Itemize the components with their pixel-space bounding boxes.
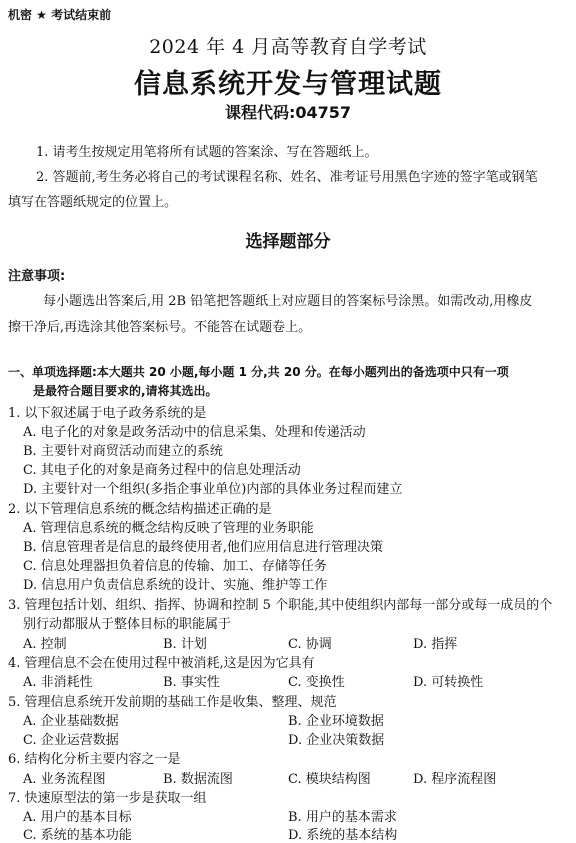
instruction-2-line1: 2. 答题前,考生务必将自己的考试课程名称、姓名、准考证号用黑色字迹的签字笔或钢笔 — [36, 170, 538, 185]
notes-line1: 每小题选出答案后,用 2B 铅笔把答题纸上对应题目的答案标号涂黑。如需改动,用橡皮 — [43, 294, 533, 309]
course-code: 课程代码:04757 — [224, 103, 352, 122]
question-2-stem: 2. 以下管理信息系统的概念结构描述正确的是 — [8, 502, 272, 517]
question-1-option-b: B. 主要针对商贸活动而建立的系统 — [23, 444, 223, 459]
exam-subject-title: 信息系统开发与管理试题 — [134, 69, 442, 100]
question-3-option-b: B. 计划 — [163, 637, 207, 652]
question-4-stem: 4. 管理信息不会在使用过程中被消耗,这是因为它具有 — [8, 656, 315, 671]
exam-session: 2024 年 4 月高等教育自学考试 — [149, 36, 427, 58]
instruction-1: 1. 请考生按规定用笔将所有试题的答案涂、写在答题纸上。 — [36, 145, 378, 160]
question-3-stem-line1: 3. 管理包括计划、组织、指挥、协调和控制 5 个职能,其中使组织内部每一部分或每一成员的个 — [8, 598, 553, 613]
question-7-option-a: A. 用户的基本目标 — [23, 810, 132, 825]
question-4-option-a: A. 非消耗性 — [23, 675, 93, 690]
question-6-option-b: B. 数据流图 — [163, 772, 233, 787]
question-4-option-c: C. 变换性 — [288, 675, 345, 690]
question-6-option-c: C. 模块结构图 — [288, 772, 371, 787]
question-3-option-c: C. 协调 — [288, 637, 332, 652]
notes-heading: 注意事项: — [8, 269, 66, 284]
question-4-option-b: B. 事实性 — [163, 675, 220, 690]
question-6-option-a: A. 业务流程图 — [23, 772, 106, 787]
question-5-option-a: A. 企业基础数据 — [23, 714, 119, 729]
part1-heading-line1: 一、单项选择题:本大题共 20 小题,每小题 1 分,共 20 分。在每小题列出的备选项中只有一项 — [8, 365, 509, 379]
question-5-stem: 5. 管理信息系统开发前期的基础工作是收集、整理、规范 — [8, 695, 337, 710]
question-1-option-c: C. 其电子化的对象是商务过程中的信息处理活动 — [23, 463, 301, 478]
section-title: 选择题部分 — [245, 232, 331, 252]
question-5-option-c: C. 企业运营数据 — [23, 733, 119, 748]
question-3-stem-line2: 别行动都服从于整体目标的职能属于 — [23, 617, 232, 632]
instruction-2-line2: 填写在答题纸规定的位置上。 — [8, 195, 178, 210]
question-6-stem: 6. 结构化分析主要内容之一是 — [8, 752, 181, 767]
question-2-option-c: C. 信息处理器担负着信息的传输、加工、存储等任务 — [23, 559, 327, 574]
question-2-option-d: D. 信息用户负责信息系统的设计、实施、维护等工作 — [23, 578, 328, 593]
question-1-option-d: D. 主要针对一个组织(多指企事业单位)内部的具体业务过程而建立 — [23, 482, 403, 497]
question-7-option-b: B. 用户的基本需求 — [288, 810, 397, 825]
question-2-option-a: A. 管理信息系统的概念结构反映了管理的业务职能 — [23, 521, 314, 536]
question-1-stem: 1. 以下叙述属于电子政务系统的是 — [8, 406, 207, 421]
question-7-option-d: D. 系统的基本结构 — [288, 828, 398, 843]
question-5-option-d: D. 企业决策数据 — [288, 733, 385, 748]
question-7-stem: 7. 快速原型法的第一步是获取一组 — [8, 791, 207, 806]
question-3-option-d: D. 指挥 — [413, 637, 458, 652]
question-5-option-b: B. 企业环境数据 — [288, 714, 384, 729]
question-1-option-a: A. 电子化的对象是政务活动中的信息采集、处理和传递活动 — [23, 425, 366, 440]
part1-heading-line2: 是最符合题目要求的,请将其选出。 — [33, 384, 218, 398]
question-6-option-d: D. 程序流程图 — [413, 772, 497, 787]
confidential-mark: 机密 ★ 考试结束前 — [8, 8, 112, 22]
notes-line2: 擦干净后,再选涂其他答案标号。不能答在试题卷上。 — [8, 320, 312, 335]
question-4-option-d: D. 可转换性 — [413, 675, 484, 690]
question-7-option-c: C. 系统的基本功能 — [23, 828, 132, 843]
question-3-option-a: A. 控制 — [23, 637, 67, 652]
question-2-option-b: B. 信息管理者是信息的最终使用者,他们应用信息进行管理决策 — [23, 540, 383, 555]
